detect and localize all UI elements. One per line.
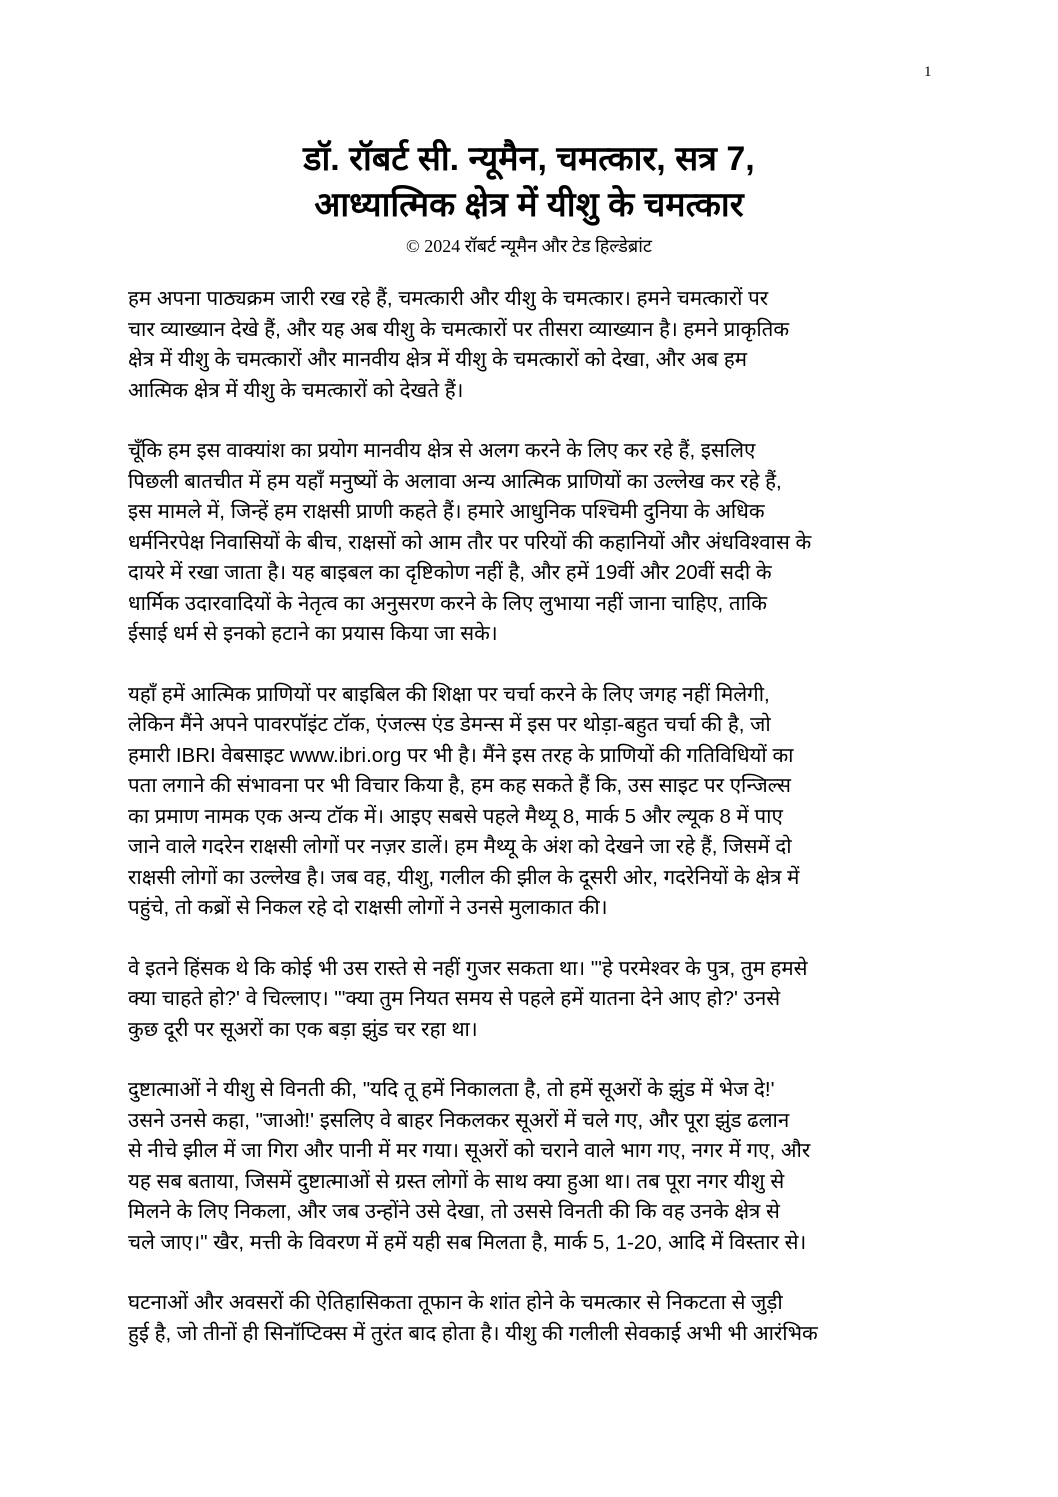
paragraph-line: चले जाए।" खैर, मत्ती के विवरण में हमें यही सब मिलता है, मार्क 5, 1-20, आदि में विस्तार से।	[128, 1230, 807, 1254]
paragraph-line: इस मामले में, जिन्हें हम राक्षसी प्राणी कहते हैं। हमारे आधुनिक पश्चिमी दुनिया के अधिक	[128, 500, 765, 523]
paragraph	[128, 436, 948, 650]
paragraph-line: वे इतने हिंसक थे कि कोई भी उस रास्ते से नहीं गुजर सकता था। "'हे परमेश्वर के पुत्र, तुम हमसे	[128, 956, 808, 980]
paragraph-line: धार्मिक उदारवादियों के नेतृत्व का अनुसरण करने के लिए लुभाया नहीं जाना चाहिए, ताकि	[128, 591, 767, 615]
paragraph-line: पता लगाने की संभावना पर भी विचार किया है, हम कह सकते हैं कि, उस साइट पर एन्जिल्स	[128, 774, 792, 797]
paragraph-line: दायरे में रखा जाता है। यह बाइबल का दृष्टिकोण नहीं है, और हमें 19वीं और 20वीं सदी के	[128, 561, 772, 584]
paragraph	[128, 680, 948, 924]
paragraph-line: राक्षसी लोगों का उल्लेख है। जब वह, यीशु, गलील की झील के दूसरी ओर, गदरेनियों के क्षेत्र में	[128, 865, 800, 889]
paragraph-line: उसने उनसे कहा, "जाओ!' इसलिए वे बाहर निकलकर सूअरों में चले गए, और पूरा झुंड ढलान	[128, 1108, 790, 1132]
paragraph-line: जाने वाले गदरेन राक्षसी लोगों पर नज़र डालें। हम मैथ्यू के अंश को देखने जा रहे हैं, जिसमें दो	[128, 835, 792, 858]
paragraph-line: क्षेत्र में यीशु के चमत्कारों और मानवीय क्षेत्र में यीशु के चमत्कारों को देखा, और अब हम	[128, 348, 748, 371]
paragraph-line: चूँकि हम इस वाक्यांश का प्रयोग मानवीय क्षेत्र से अलग करने के लिए कर रहे हैं, इसलिए	[128, 439, 756, 462]
paragraph-line: हमारी IBRI वेबसाइट www.ibri.org पर भी है। मैंने इस तरह के प्राणियों की गतिविधियों का	[128, 743, 794, 767]
paragraph-line: से नीचे झील में जा गिरा और पानी में मर गया। सूअरों को चराने वाले भाग गए, नगर में गए, और	[128, 1139, 811, 1162]
paragraph-line: पिछली बातचीत में हम यहाँ मनुष्यों के अलावा अन्य आत्मिक प्राणियों का उल्लेख कर रहे हैं,	[128, 469, 782, 493]
document-title	[0, 136, 1058, 228]
title-line: आध्यात्मिक क्षेत्र में यीशु के चमत्कार	[314, 186, 744, 224]
paragraph-line: घटनाओं और अवसरों की ऐतिहासिकता तूफान के शांत होने के चमत्कार से निकटता से जुड़ी	[128, 1291, 783, 1314]
paragraph-line: लेकिन मैंने अपने पावरपॉइंट टॉक, एंजल्स एंड डेमन्स में इस पर थोड़ा-बहुत चर्चा की है, जो	[128, 713, 771, 736]
title-line: डॉ. रॉबर्ट सी. न्यूमैन, चमत्कार, सत्र 7,	[303, 140, 755, 178]
paragraph	[128, 954, 948, 1046]
paragraph	[128, 1288, 948, 1349]
paragraph-line: मिलने के लिए निकला, और जब उन्होंने उसे देखा, तो उससे विनती की कि वह उनके क्षेत्र से	[128, 1200, 780, 1223]
paragraph-line: पहुंचे, तो कब्रों से निकल रहे दो राक्षसी लोगों ने उनसे मुलाकात की।	[128, 896, 608, 919]
paragraph-line: धर्मनिरपेक्ष निवासियों के बीच, राक्षसों को आम तौर पर परियों की कहानियों और अंधविश्वास के	[128, 530, 812, 554]
paragraph-line: ईसाई धर्म से इनको हटाने का प्रयास किया जा सके।	[128, 622, 498, 645]
paragraph-line: आत्मिक क्षेत्र में यीशु के चमत्कारों को देखते हैं।	[128, 378, 464, 402]
paragraph-line: हम अपना पाठ्यक्रम जारी रख रहे हैं, चमत्कारी और यीशु के चमत्कार। हमने चमत्कारों पर	[128, 287, 769, 310]
paragraph-line: यह सब बताया, जिसमें दुष्टात्माओं से ग्रस्त लोगों के साथ क्या हुआ था। तब पूरा नगर यीशु से	[128, 1169, 785, 1193]
paragraph-line: चार व्याख्यान देखे हैं, और यह अब यीशु के चमत्कारों पर तीसरा व्याख्यान है। हमने प्राकृतिक	[128, 317, 790, 341]
paragraph-line: का प्रमाण नामक एक अन्य टॉक में। आइए सबसे पहले मैथ्यू 8, मार्क 5 और ल्यूक 8 में पाए	[128, 804, 783, 828]
document-body	[128, 284, 948, 1379]
paragraph	[128, 1075, 948, 1258]
paragraph-line: हुई है, जो तीनों ही सिनॉप्टिक्स में तुरंत बाद होता है। यीशु की गलीली सेवकाई अभी भी आरंभिक	[128, 1321, 818, 1345]
paragraph-line: दुष्टात्माओं ने यीशु से विनती की, "यदि तू हमें निकालता है, तो हमें सूअरों के झुंड में भेज दे!'	[128, 1078, 775, 1101]
page-number: 1	[924, 64, 932, 80]
copyright-notice: © 2024 रॉबर्ट न्यूमैन और टेड हिल्डेब्रांट	[406, 236, 652, 256]
paragraph-line: कुछ दूरी पर सूअरों का एक बड़ा झुंड चर रहा था।	[128, 1017, 478, 1041]
paragraph-line: यहाँ हमें आत्मिक प्राणियों पर बाइबिल की शिक्षा पर चर्चा करने के लिए जगह नहीं मिलेगी,	[128, 682, 770, 706]
paragraph-line: क्या चाहते हो?' वे चिल्लाए। "'क्या तुम नियत समय से पहले हमें यातना देने आए हो?' उनसे	[128, 987, 781, 1010]
paragraph	[128, 284, 948, 406]
